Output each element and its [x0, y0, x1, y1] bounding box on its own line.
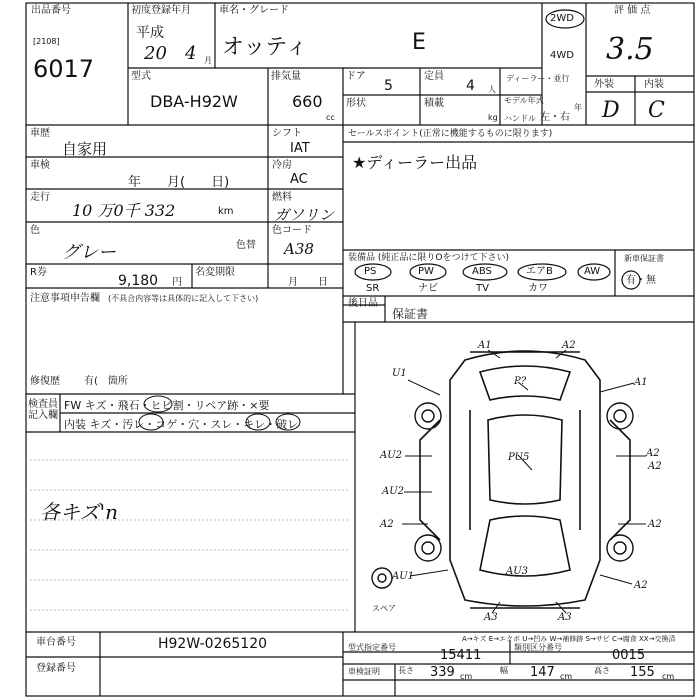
recycle: 9,180 [118, 273, 159, 289]
color-label: 色 [30, 225, 40, 236]
handle: 左・右 [540, 112, 570, 123]
equip-abs: ABS [472, 266, 492, 277]
capacity: 4 [466, 78, 475, 94]
mark-roof: PU5 [508, 452, 530, 463]
recycle-label: R券 [30, 267, 47, 278]
color-code: A38 [284, 240, 314, 258]
car-name: オッティ [222, 35, 308, 60]
chassis: H92W-0265120 [158, 636, 268, 652]
mark-right-front-door-2: A2 [648, 461, 662, 472]
equip-aw: AW [584, 266, 601, 277]
ac-label: 冷房 [272, 160, 292, 171]
person-unit: 人 [488, 85, 496, 94]
equip-ps: PS [364, 266, 377, 277]
history-label: 車歴 [30, 128, 50, 139]
equip-leather: カワ [528, 283, 548, 294]
era: 平成 [136, 25, 164, 41]
width-unit: cm [560, 672, 573, 681]
ac: AC [290, 172, 308, 187]
interior-grade: C [648, 98, 665, 123]
model: DBA-H92W [150, 92, 238, 111]
mark-left-front-door: AU2 [380, 450, 403, 461]
fuel: ガソリン [274, 206, 335, 224]
score: 3.5 [606, 32, 654, 67]
type-label: 型式指定番号 [348, 643, 396, 652]
fuel-label: 燃料 [272, 192, 292, 203]
displacement-label: 排気量 [271, 71, 301, 82]
reg-month: 4 [185, 43, 197, 64]
equip-sr: SR [366, 283, 380, 294]
mark-right-fender: A1 [634, 377, 648, 388]
chassis-label: 車台番号 [36, 637, 76, 648]
drive-2wd: 2WD [550, 13, 574, 24]
mark-back-door: AU3 [506, 566, 529, 577]
type-value: 15411 [440, 648, 482, 663]
mark-front-right: A2 [562, 340, 576, 351]
warranty-label: 新車保証書 [624, 254, 664, 263]
mark-left-fender: U1 [392, 368, 407, 379]
kg-unit: kg [488, 113, 498, 122]
cc-unit: cc [326, 113, 335, 122]
mark-right-quarter: A2 [648, 519, 662, 530]
equip-pw: PW [418, 266, 434, 277]
mark-left-rear: AU1 [392, 571, 415, 582]
damage-legend: A→キズ E→エクボ U→凹み W→補修跡 S→サビ C→腐食 XX→交換済 [462, 635, 676, 643]
height-label: 高さ [594, 666, 610, 675]
load-label: 積載 [424, 98, 444, 109]
notes-label: 注意事項申告欄 [30, 293, 100, 304]
equip-label: 装備品 (純正品に限りΟをつけて下さい) [348, 253, 509, 263]
inspector-label: 検査員記入欄 [28, 399, 58, 421]
handle-label: ハンドル [504, 114, 536, 123]
drive-4wd: 4WD [550, 50, 574, 61]
length-label: 長さ [398, 666, 414, 675]
spare-label: スペア [372, 604, 396, 613]
class-value: 0015 [612, 648, 646, 663]
mark-front-left: A1 [478, 340, 492, 351]
dealer-label: ディーラー・並行 [506, 74, 570, 83]
check-row-1: FW キズ・飛石・ヒビ割・リペア跡・×要 [64, 399, 270, 412]
handwritten-note: 各キズ'n [40, 500, 118, 524]
repair-label: 修復歴 [30, 376, 60, 387]
capacity-label: 定員 [424, 71, 444, 82]
mileage-label: 走行 [30, 192, 50, 203]
model-year-label: モデル年式 [504, 96, 544, 105]
mark-right-front-door: A2 [646, 448, 660, 459]
color: グレー [62, 242, 116, 263]
yen-unit: 円 [172, 277, 182, 288]
score-label: 評 価 点 [614, 5, 651, 16]
height-unit: cm [662, 672, 675, 681]
notes-sub: (不具合内容等は具体的に記入して下さい) [108, 294, 259, 303]
width: 147 [530, 665, 555, 680]
model-label: 型式 [131, 71, 151, 82]
lot-number: 6017 [33, 55, 95, 83]
mark-left-quarter: A2 [380, 519, 394, 530]
exterior-grade: D [602, 98, 620, 123]
warranty-value: 有・無 [626, 275, 656, 286]
exterior-label: 外装 [594, 79, 614, 90]
equip-navi: ナビ [418, 283, 438, 294]
width-label: 幅 [500, 666, 508, 675]
mark-rear-left: A3 [484, 612, 498, 623]
mark-right-rear: A2 [634, 580, 648, 591]
length: 339 [430, 665, 455, 680]
lot-label: 出品番号 [31, 5, 71, 16]
length-unit: cm [460, 672, 473, 681]
mark-hood: P? [514, 376, 527, 387]
reg-year: 20 [144, 43, 167, 64]
repaint-label: 色替 [236, 240, 256, 251]
cert-label: 車検証明 [348, 667, 380, 676]
doors-label: ドア [346, 71, 366, 82]
repair-value: 有( 箇所 [84, 376, 128, 387]
check-row-2: 内装 キズ・汚レ・コゲ・穴・スレ・キレ・破レ [64, 418, 299, 431]
color-code-label: 色コード [272, 225, 312, 236]
inspection-value: 年 月( 日) [128, 175, 230, 190]
displacement: 660 [292, 92, 323, 111]
month-unit: 月 [204, 56, 212, 65]
reg-label: 登録番号 [36, 663, 76, 674]
shift: IAT [290, 141, 310, 156]
km-unit: km [218, 206, 234, 217]
shape-label: 形状 [346, 98, 366, 109]
year-unit: 年 [574, 103, 582, 112]
mark-left-rear-door: AU2 [382, 486, 405, 497]
doors: 5 [384, 78, 393, 94]
mark-rear-right: A3 [558, 612, 572, 623]
later-label: 後日品 [348, 298, 378, 309]
tax-label: 名変期限 [195, 267, 235, 278]
equip-tv: TV [476, 283, 489, 294]
class-label: 類別区分番号 [514, 643, 562, 652]
height: 155 [630, 665, 655, 680]
mileage: 10 万0千 332 [72, 201, 176, 220]
history: 自家用 [62, 140, 108, 158]
name-label: 車名・グレード [219, 5, 289, 16]
grade: E [412, 30, 426, 55]
shift-label: シフト [272, 128, 302, 139]
first-reg-label: 初度登録年月 [131, 5, 191, 16]
selling-point: ★ディーラー出品 [352, 153, 478, 172]
interior-label: 内装 [644, 79, 664, 90]
tax-value: 月 日 [288, 277, 328, 288]
inspection-label: 車検 [30, 160, 50, 171]
later-value: 保証書 [392, 307, 429, 321]
lot-code: [2108] [33, 37, 60, 46]
selling-label: セールスポイント(正常に機能するものに限ります) [348, 129, 553, 139]
equip-airbag: エアB [526, 266, 553, 277]
